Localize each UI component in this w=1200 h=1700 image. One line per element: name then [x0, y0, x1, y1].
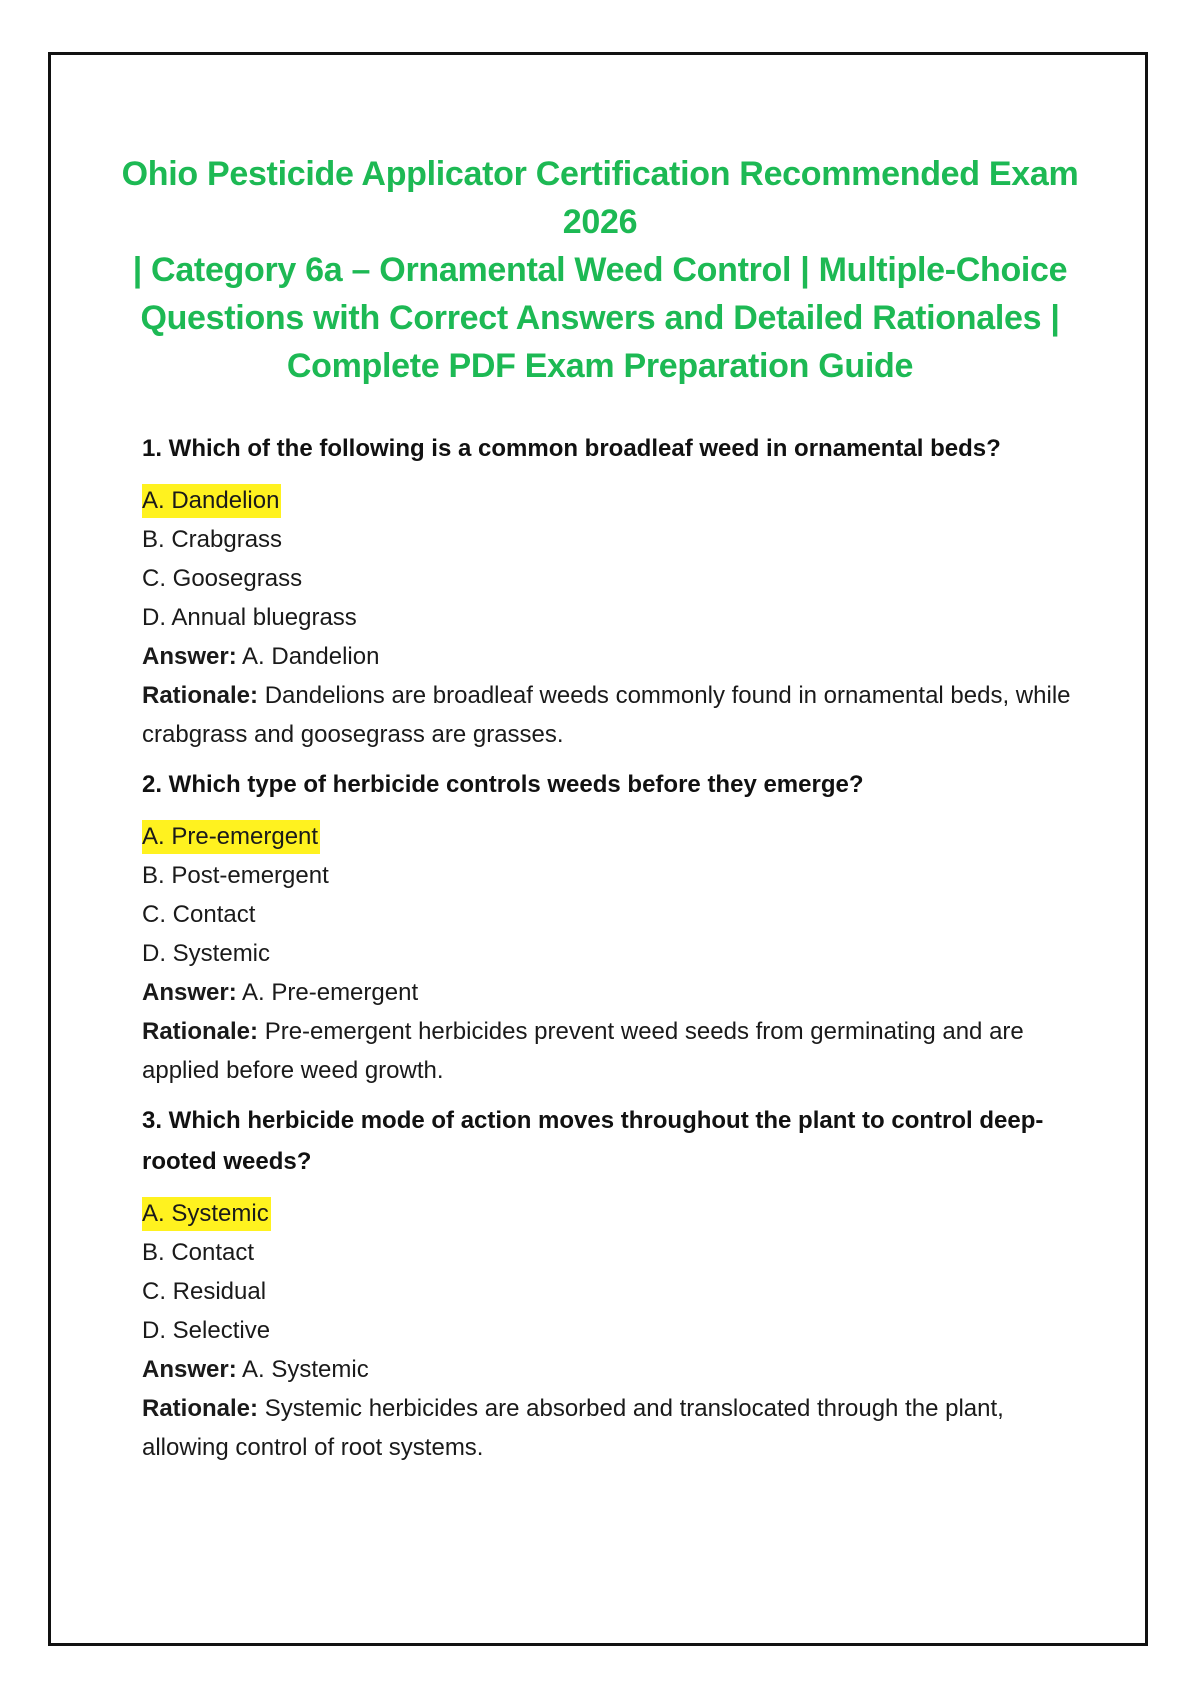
- answer-value: A. Dandelion: [242, 643, 380, 670]
- option-c: [142, 1272, 1072, 1311]
- option-text: B. Post-emergent: [142, 862, 329, 889]
- answer-line: [142, 1350, 1072, 1389]
- question-3: [142, 1100, 1072, 1467]
- question-text: 1. Which of the following is a common broadleaf weed in ornamental beds?: [142, 435, 1001, 462]
- rationale-line: [142, 1389, 1072, 1467]
- rationale-text: Pre-emergent herbicides prevent weed seeds from germinating and are applied before weed growth.: [142, 1018, 1024, 1084]
- highlighted-option: A. Dandelion: [142, 484, 281, 518]
- option-b: [142, 856, 1072, 895]
- option-list: [142, 817, 1072, 973]
- question-2: [142, 764, 1072, 1100]
- option-list: [142, 1194, 1072, 1350]
- option-c: [142, 895, 1072, 934]
- option-text: B. Contact: [142, 1239, 255, 1266]
- rationale-text: Dandelions are broadleaf weeds commonly found in ornamental beds, while crabgrass and goosegrass are grasses.: [142, 682, 1071, 748]
- title-line: Questions with Correct Answers and Detailed Rationales |: [140, 299, 1060, 337]
- option-a-correct: [142, 817, 1072, 856]
- question-text: 2. Which type of herbicide controls weeds before they emerge?: [142, 771, 864, 798]
- option-c: [142, 559, 1072, 598]
- option-text: C. Goosegrass: [142, 565, 303, 592]
- option-text: C. Contact: [142, 901, 256, 928]
- question-text: 3. Which herbicide mode of action moves throughout the plant to control deep-rooted weeds?: [142, 1107, 1044, 1175]
- answer-line: [142, 973, 1072, 1012]
- title-line: Ohio Pesticide Applicator Certification Recommended Exam 2026: [121, 155, 1079, 241]
- rationale-line: [142, 1012, 1072, 1090]
- option-d: [142, 1311, 1072, 1350]
- answer-label: Answer:: [142, 979, 237, 1006]
- answer-value: A. Pre-emergent: [242, 979, 419, 1006]
- rationale-label: Rationale:: [142, 682, 259, 709]
- option-text: B. Crabgrass: [142, 526, 283, 553]
- option-b: [142, 520, 1072, 559]
- question-1: [142, 428, 1072, 764]
- title-line: Complete PDF Exam Preparation Guide: [286, 347, 914, 385]
- highlighted-option: A. Systemic: [142, 1197, 271, 1231]
- answer-label: Answer:: [142, 1356, 237, 1383]
- option-text: D. Selective: [142, 1317, 271, 1344]
- title-line: | Category 6a – Ornamental Weed Control | Multiple-Choice: [132, 251, 1068, 289]
- option-list: [142, 481, 1072, 637]
- rationale-line: [142, 676, 1072, 754]
- document-title: [110, 150, 1090, 390]
- answer-line: [142, 637, 1072, 676]
- option-d: [142, 934, 1072, 973]
- option-a-correct: [142, 1194, 1072, 1233]
- option-text: D. Annual bluegrass: [142, 604, 357, 631]
- rationale-text: Systemic herbicides are absorbed and translocated through the plant, allowing control of root systems.: [142, 1395, 1004, 1461]
- rationale-label: Rationale:: [142, 1018, 259, 1045]
- question-list: [142, 428, 1072, 1467]
- answer-value: A. Systemic: [242, 1356, 369, 1383]
- rationale-label: Rationale:: [142, 1395, 259, 1422]
- option-b: [142, 1233, 1072, 1272]
- option-text: D. Systemic: [142, 940, 271, 967]
- answer-label: Answer:: [142, 643, 237, 670]
- option-text: C. Residual: [142, 1278, 267, 1305]
- option-a-correct: [142, 481, 1072, 520]
- highlighted-option: A. Pre-emergent: [142, 820, 320, 854]
- option-d: [142, 598, 1072, 637]
